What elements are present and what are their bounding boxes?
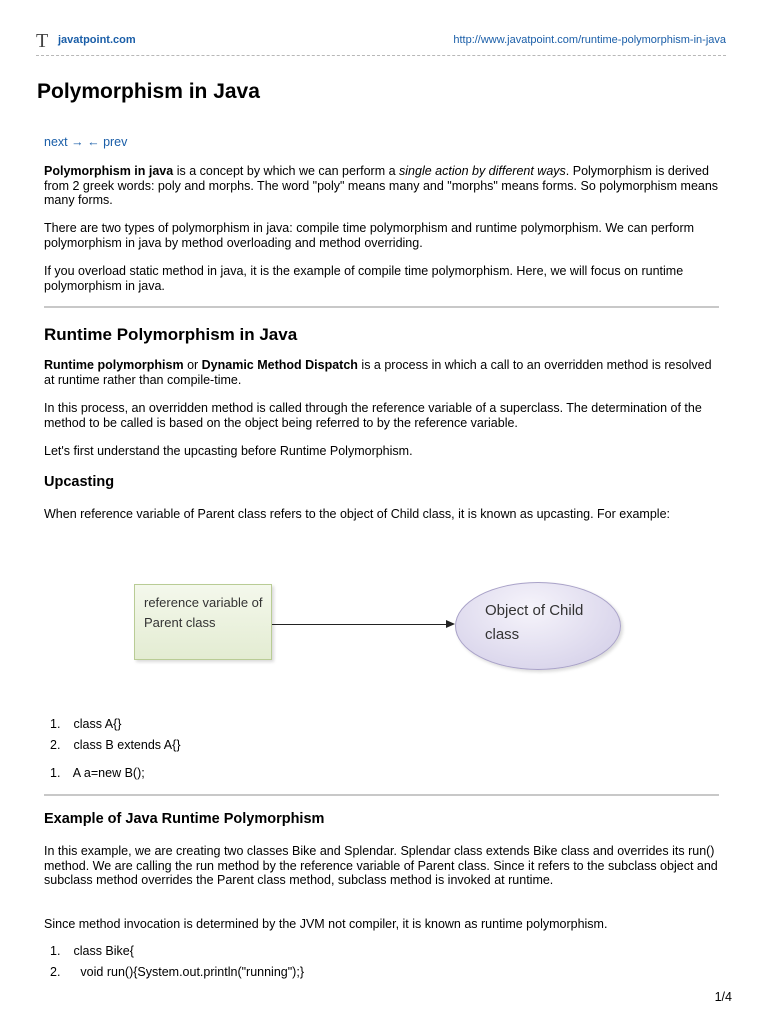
example-paragraph-1: In this example, we are creating two classes Bike and Splendar. Splendar class extends Bike class and overrides its run() method. We are calling the run method by the reference variable of Parent class. Since it refers to the subclass object and subclass method overrides the Parent class method, subclass method is invoked at runtime.	[44, 844, 718, 887]
code-line	[50, 962, 304, 983]
example-heading: Example of Java Runtime Polymorphism	[44, 811, 325, 827]
page-header	[36, 32, 726, 52]
code-text: class A{}	[73, 717, 122, 731]
code-listing-bike	[50, 941, 304, 983]
code-line	[50, 714, 181, 735]
next-link[interactable]: next →	[44, 135, 84, 149]
intro-text-a: is a concept by which we can perform a	[173, 164, 400, 178]
page-number: 1/4	[714, 990, 732, 1004]
runtime-paragraph-1	[44, 358, 724, 387]
code-line	[50, 941, 304, 962]
header-divider	[36, 55, 726, 56]
line-number: 1.	[50, 766, 61, 780]
intro-term: Polymorphism in java	[44, 164, 174, 178]
line-number: 2.	[50, 738, 61, 752]
code-listing-classes	[50, 714, 181, 756]
runtime-paragraph-2: In this process, an overridden method is called through the reference variable of a superclass. The determination of the method to be called is based on the object being referred to by the reference variable.	[44, 401, 702, 430]
reference-arrow	[272, 624, 450, 625]
child-object-ellipse	[455, 582, 621, 670]
line-number: 1.	[50, 717, 61, 731]
intro-text-b: . Polymorphism is derived from 2 greek words: poly and morphs. The word "poly" means many and "morphs" means forms. So polymorphism means many forms.	[44, 164, 719, 207]
code-text: A a=new B();	[72, 766, 145, 780]
runtime-term-2: Dynamic Method Dispatch	[201, 358, 358, 372]
runtime-heading: Runtime Polymorphism in Java	[44, 325, 298, 344]
code-text: void run(){System.out.println("running");}	[73, 965, 304, 979]
parent-reference-label: reference variable of Parent class	[144, 595, 263, 630]
runtime-paragraph-3: Let's first understand the upcasting before Runtime Polymorphism.	[44, 444, 413, 458]
prev-link[interactable]: ← prev	[87, 135, 128, 149]
line-number: 1.	[50, 944, 61, 958]
runtime-term-1: Runtime polymorphism	[44, 358, 184, 372]
site-link[interactable]: javatpoint.com	[58, 34, 136, 46]
example-paragraph-2: Since method invocation is determined by the JVM not compiler, it is known as runtime polymorphism.	[44, 917, 608, 931]
intro-paragraph-1	[44, 164, 724, 208]
parent-reference-box	[134, 584, 272, 660]
code-text: class Bike{	[73, 944, 134, 958]
code-listing-upcast	[50, 763, 145, 784]
code-line	[50, 735, 181, 756]
intro-paragraph-3: If you overload static method in java, it is the example of compile time polymorphism. Here, we will focus on runtime polymorphism in java.	[44, 264, 684, 293]
upcasting-heading: Upcasting	[44, 474, 115, 490]
runtime-or-text: or	[183, 358, 202, 372]
arrowhead-icon	[446, 620, 455, 628]
section-divider	[44, 794, 719, 796]
code-line	[50, 763, 145, 784]
child-object-label: Object of Child class	[485, 602, 584, 643]
javatpoint-logo-icon: T	[36, 30, 49, 52]
page-url-link[interactable]: http://www.javatpoint.com/runtime-polymorphism-in-java	[453, 34, 726, 46]
upcasting-diagram	[130, 580, 626, 670]
intro-paragraph-2: There are two types of polymorphism in java: compile time polymorphism and runtime polymorphism. We can perform polymorphism in java by method overloading and method overriding.	[44, 221, 695, 250]
section-divider	[44, 306, 719, 308]
pagination-nav	[44, 135, 127, 149]
code-text: class B extends A{}	[73, 738, 181, 752]
upcasting-paragraph: When reference variable of Parent class refers to the object of Child class, it is known as upcasting. For example:	[44, 507, 670, 521]
runtime-text: is a process in which a call to an overridden method is resolved at runtime rather than compile-time.	[44, 358, 712, 387]
page-title: Polymorphism in Java	[37, 80, 260, 103]
intro-emphasis: single action by different ways	[399, 164, 566, 178]
line-number: 2.	[50, 965, 61, 979]
